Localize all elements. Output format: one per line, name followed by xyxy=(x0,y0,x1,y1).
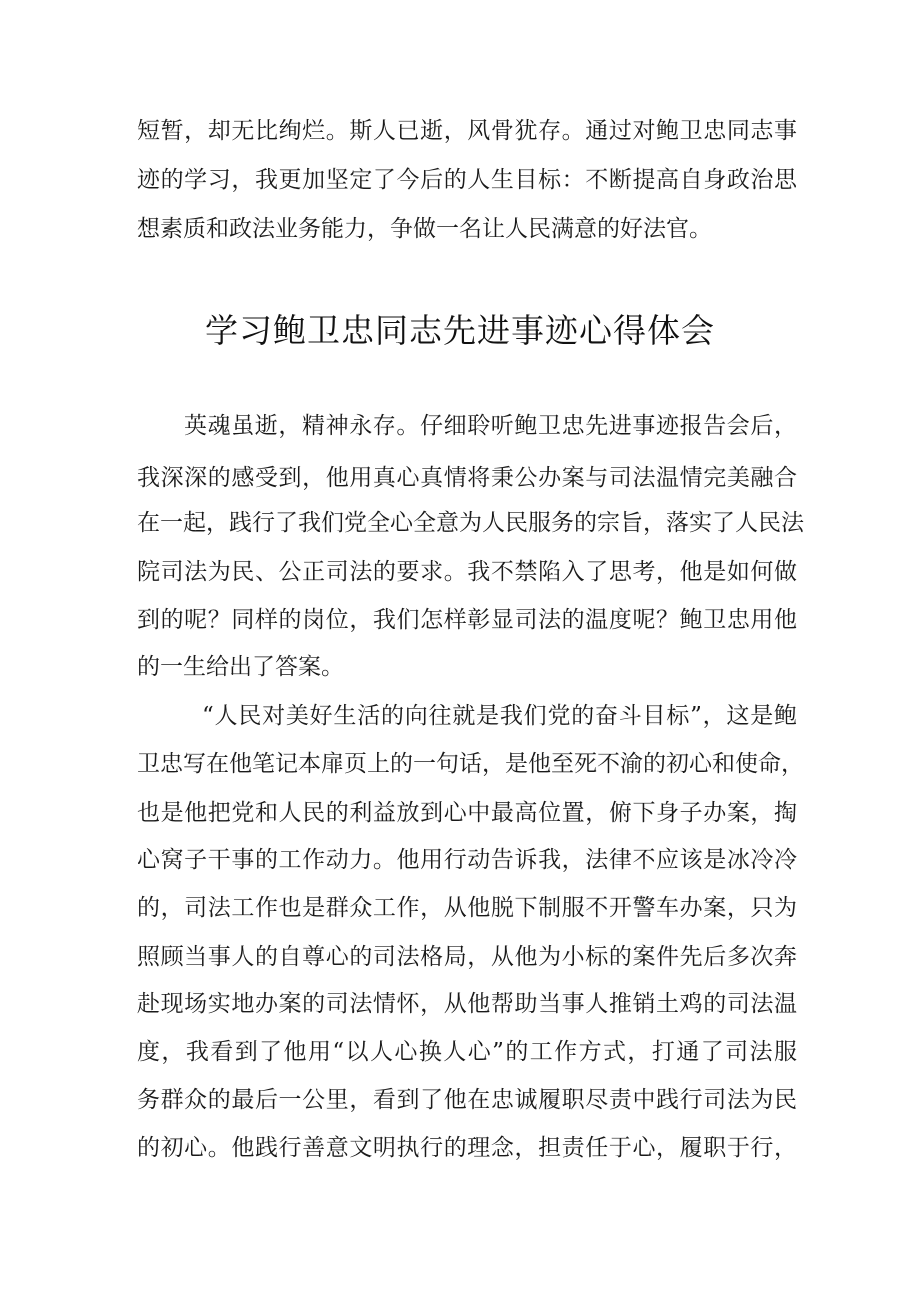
paragraph2-line: 也是他把党和人民的利益放到心中最高位置，俯下身子办案，掏 xyxy=(137,800,797,826)
paragraph2-line: 度，我看到了他用“以人心换人心”的工作方式，打通了司法服 xyxy=(137,1039,797,1065)
paragraph1-line: 在一起，践行了我们党全心全意为人民服务的宗旨，落实了人民法 xyxy=(137,510,804,536)
paragraph2-line: 心窝子干事的工作动力。他用行动告诉我，法律不应该是冰冷冷 xyxy=(137,847,797,873)
paragraph1-line: 院司法为民、公正司法的要求。我不禁陷入了思考，他是如何做 xyxy=(137,559,797,585)
intro-line: 想素质和政法业务能力，争做一名让人民满意的好法官。 xyxy=(137,216,712,242)
paragraph2-line: 照顾当事人的自尊心的司法格局，从他为小标的案件先后多次奔 xyxy=(137,944,797,970)
paragraph1-line: 到的呢？同样的岗位，我们怎样彰显司法的温度呢？鲍卫忠用他 xyxy=(137,607,797,633)
paragraph1-line: 的一生给出了答案。 xyxy=(137,654,344,680)
paragraph1-line: 我深深的感受到，他用真心真情将秉公办案与司法温情完美融合 xyxy=(137,465,797,491)
paragraph1-line: 英魂虽逝，精神永存。仔细聆听鲍卫忠先进事迹报告会后， xyxy=(184,413,797,439)
paragraph2-line: “人民对美好生活的向往就是我们党的奋斗目标”，这是鲍 xyxy=(202,703,797,729)
article-title: 学习鲍卫忠同志先进事迹心得体会 xyxy=(205,311,715,350)
paragraph2-line: 卫忠写在他笔记本扉页上的一句话，是他至死不渝的初心和使命， xyxy=(137,751,804,777)
paragraph2-line: 的，司法工作也是群众工作，从他脱下制服不开警车办案，只为 xyxy=(137,895,797,921)
paragraph2-line: 赴现场实地办案的司法情怀，从他帮助当事人推销土鸡的司法温 xyxy=(137,991,797,1017)
intro-line: 短暂，却无比绚烂。斯人已逝，风骨犹存。通过对鲍卫忠同志事 xyxy=(137,118,797,144)
intro-line: 迹的学习，我更加坚定了今后的人生目标：不断提高自身政治思 xyxy=(137,167,797,193)
paragraph2-line: 的初心。他践行善意文明执行的理念，担责任于心，履职于行， xyxy=(137,1135,797,1161)
paragraph2-line: 务群众的最后一公里，看到了他在忠诚履职尽责中践行司法为民 xyxy=(137,1087,797,1113)
